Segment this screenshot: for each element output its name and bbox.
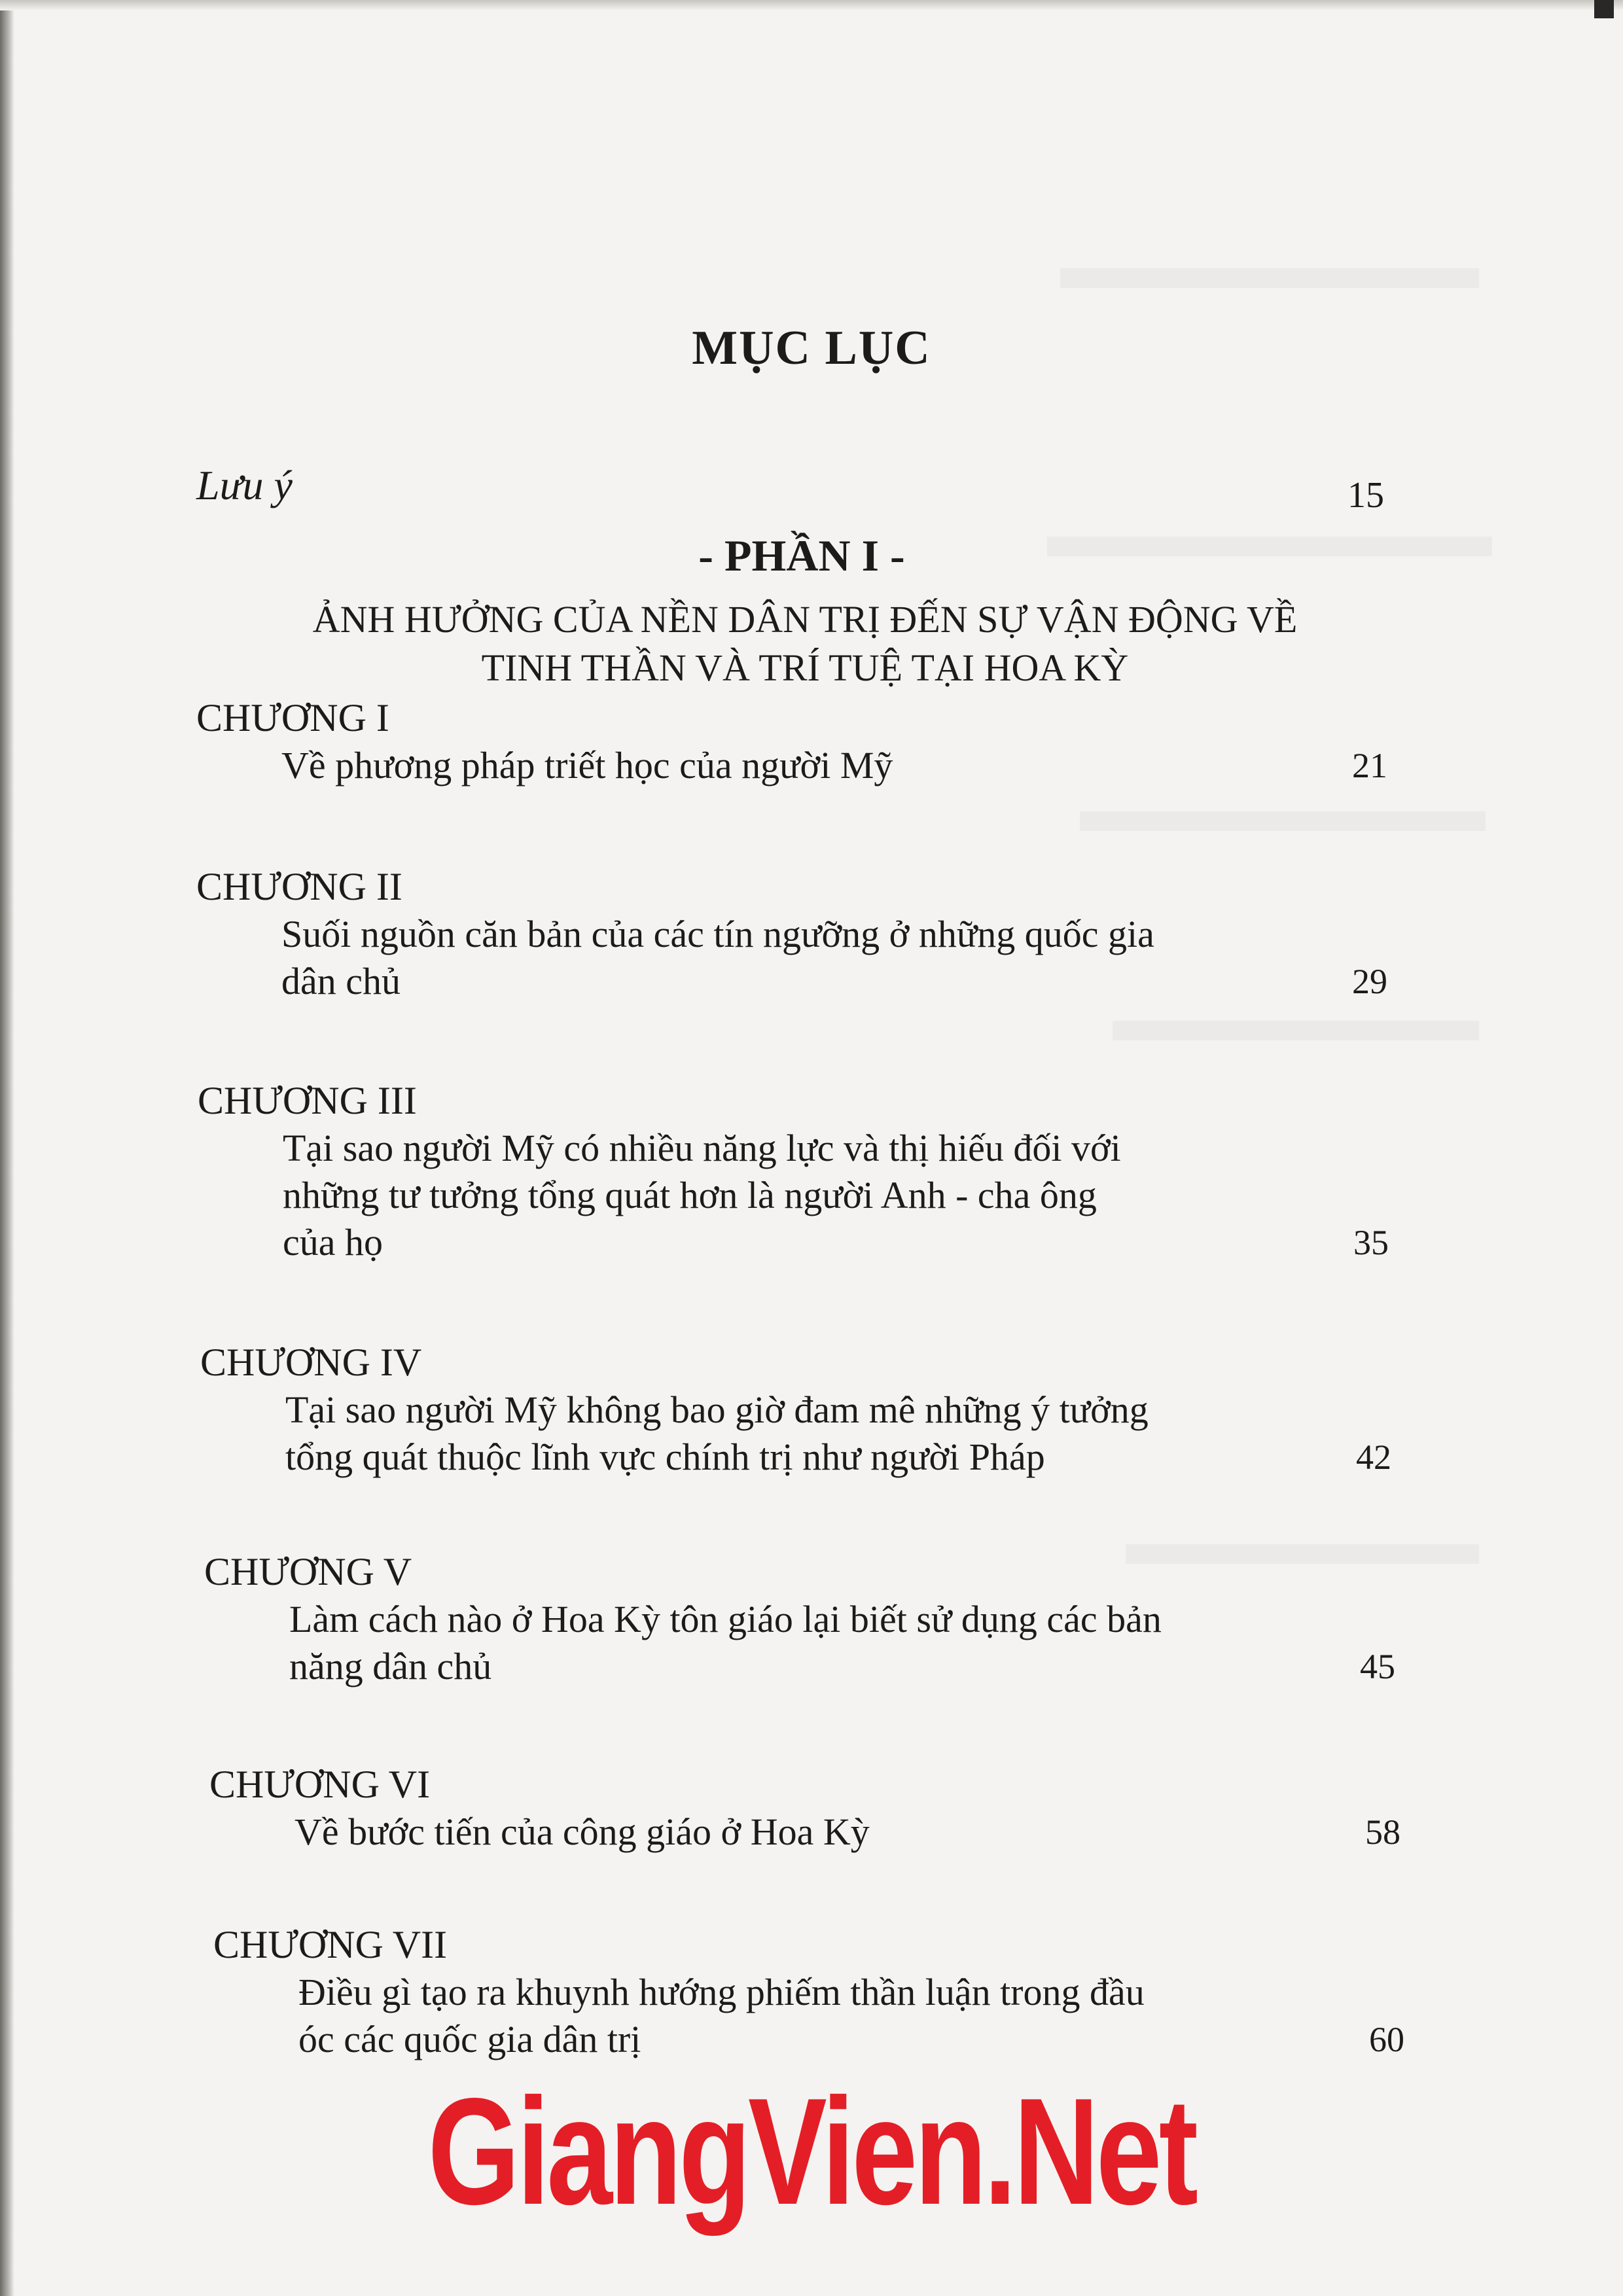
- page-shadow-top: [0, 0, 1623, 10]
- chapter-title: [281, 911, 1387, 1005]
- chapter-page: 45: [1360, 1647, 1395, 1686]
- toc-intro-page: 15: [1347, 475, 1384, 516]
- chapter-page: 58: [1365, 1812, 1400, 1852]
- chapter-title-line: óc các quốc gia dân trị: [298, 2018, 641, 2060]
- chapter-title: [298, 1969, 1404, 2063]
- site-watermark: GiangVien.Net: [427, 2067, 1196, 2236]
- chapter-label: CHƯƠNG II: [196, 865, 402, 908]
- chapter-title-line: Tại sao người Mỹ không bao giờ đam mê những ý tưởng: [285, 1388, 1149, 1431]
- chapter-title-line: những tư tưởng tổng quát hơn là người Anh - cha ông: [283, 1174, 1097, 1216]
- toc-chapter-5: [204, 1547, 1395, 1690]
- toc-chapter-2: [196, 862, 1387, 1005]
- toc-chapter-4: [200, 1338, 1391, 1481]
- chapter-page: 42: [1356, 1438, 1391, 1477]
- toc-chapter-1: [196, 694, 1387, 789]
- page-title: MỤC LỤC: [692, 321, 931, 375]
- chapter-title: [281, 742, 1387, 789]
- chapter-page: 29: [1352, 962, 1387, 1001]
- chapter-title: [289, 1596, 1395, 1690]
- chapter-title-line: dân chủ: [281, 960, 401, 1002]
- part-title-line: ẢNH HƯỞNG CỦA NỀN DÂN TRỊ ĐẾN SỰ VẬN ĐỘNG VỀ: [312, 598, 1298, 641]
- part-heading: - PHẦN I -: [698, 531, 905, 580]
- chapter-page: 60: [1369, 2020, 1404, 2059]
- chapter-title-line: tổng quát thuộc lĩnh vực chính trị như người Pháp: [285, 1436, 1045, 1478]
- chapter-title: [285, 1386, 1391, 1481]
- chapter-title-line: Tại sao người Mỹ có nhiều năng lực và thị hiếu đối với: [283, 1127, 1121, 1169]
- chapter-title-line: Điều gì tạo ra khuynh hướng phiếm thần luận trong đầu: [298, 1971, 1145, 2013]
- chapter-label: CHƯƠNG I: [196, 696, 389, 739]
- chapter-label: CHƯƠNG V: [204, 1550, 412, 1593]
- toc-chapter-6: [209, 1760, 1400, 1856]
- chapter-title-line: Suối nguồn căn bản của các tín ngưỡng ở những quốc gia: [281, 913, 1154, 955]
- toc-chapter-7: [213, 1920, 1404, 2063]
- toc-intro-entry: [196, 461, 1384, 516]
- toc-intro-label: Lưu ý: [196, 462, 293, 508]
- chapter-title-line: Về phương pháp triết học của người Mỹ: [281, 744, 893, 786]
- part-title: [249, 595, 1361, 692]
- bleed-through: [1113, 1021, 1479, 1040]
- chapter-label: CHƯƠNG VI: [209, 1763, 431, 1806]
- bleed-through: [1080, 811, 1486, 831]
- part-title-line: TINH THẦN VÀ TRÍ TUỆ TẠI HOA KỲ: [481, 646, 1129, 689]
- chapter-title: [283, 1125, 1389, 1266]
- scan-corner-mark: [1594, 0, 1614, 18]
- chapter-label: CHƯƠNG VII: [213, 1923, 448, 1966]
- chapter-title-line: năng dân chủ: [289, 1645, 492, 1687]
- chapter-title-line: Làm cách nào ở Hoa Kỳ tôn giáo lại biết sử dụng các bản: [289, 1598, 1162, 1640]
- chapter-page: 35: [1353, 1223, 1389, 1262]
- chapter-label: CHƯƠNG III: [198, 1079, 417, 1122]
- chapter-page: 21: [1352, 746, 1387, 785]
- bleed-through: [1060, 268, 1479, 288]
- chapter-title: [294, 1809, 1400, 1856]
- chapter-title-line: Về bước tiến của công giáo ở Hoa Kỳ: [294, 1810, 870, 1853]
- toc-chapter-3: [198, 1076, 1389, 1266]
- chapter-title-line: của họ: [283, 1221, 383, 1263]
- chapter-label: CHƯƠNG IV: [200, 1341, 422, 1384]
